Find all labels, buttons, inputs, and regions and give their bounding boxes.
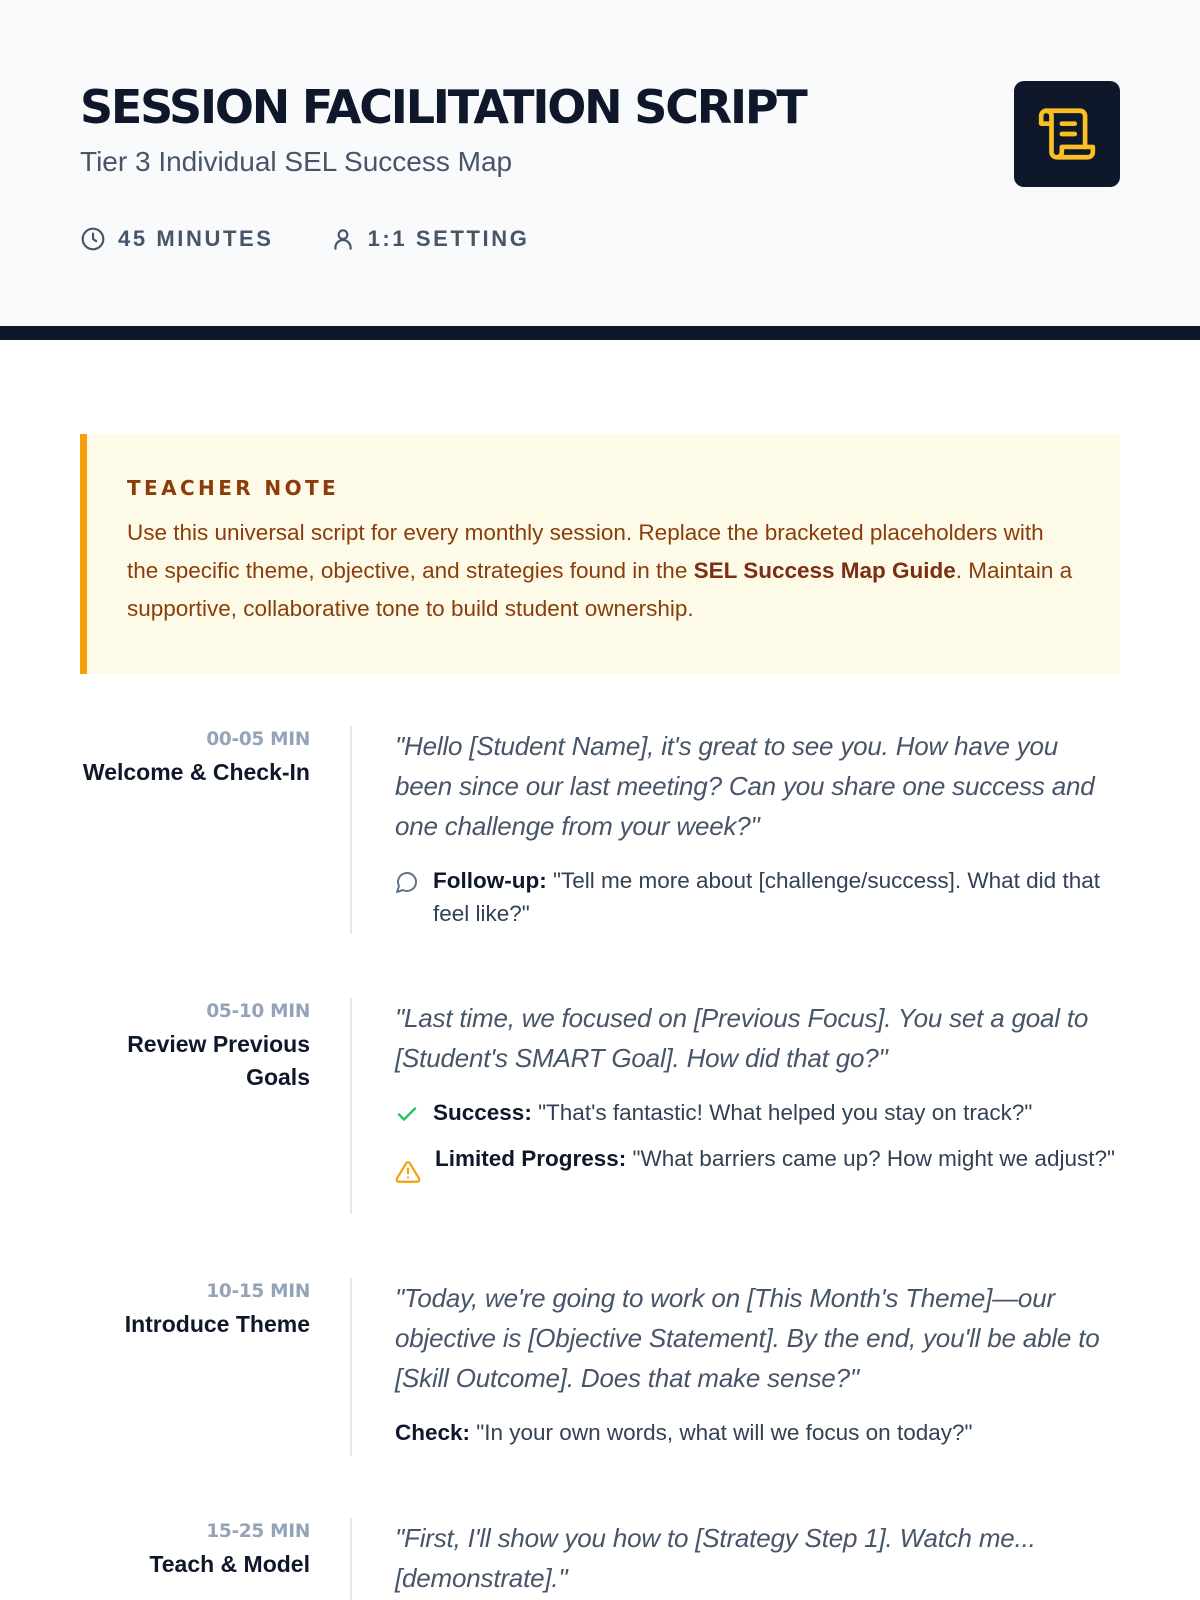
teacher-note-body (127, 514, 1080, 628)
section-label: Review Previous Goals (127, 1031, 310, 1090)
warning-icon (395, 1159, 421, 1185)
script-quote: "Hello [Student Name], it's great to see you. How have you been since our last meeting? Can you share one success and one challenge from your week?" (395, 731, 1095, 841)
check-prompt (395, 1416, 1120, 1449)
limited-progress-prompt (395, 1142, 1120, 1185)
followup-text: "Tell me more about [challenge/success]. What did that feel like?" (433, 868, 1100, 926)
teacher-note-title: TEACHER NOTE (127, 476, 340, 500)
check-icon (395, 1102, 419, 1126)
timeline-divider (350, 1518, 352, 1600)
session-meta (80, 226, 585, 252)
page-title: SESSION FACILITATION SCRIPT (80, 80, 806, 134)
teacher-note (80, 434, 1120, 674)
section-label: Welcome & Check-In (82, 759, 310, 785)
timeline-divider (350, 998, 352, 1214)
script-quote: "First, I'll show you how to [Strategy Step 1]. Watch me... [demonstrate]." (395, 1523, 1036, 1593)
section-time: 00-05 MIN (206, 729, 310, 750)
user-icon (330, 226, 356, 252)
header (0, 0, 1200, 340)
success-label: Success: (433, 1100, 532, 1125)
success-text: "That's fantastic! What helped you stay on track?" (531, 1100, 1033, 1125)
timeline-divider (350, 726, 352, 934)
section-label: Introduce Theme (124, 1311, 310, 1337)
success-prompt (395, 1096, 1120, 1129)
section-time: 10-15 MIN (206, 1281, 310, 1302)
duration-badge (80, 226, 274, 252)
scroll-icon (1014, 81, 1120, 187)
speech-bubble-icon (395, 870, 419, 894)
check-label: Check: (395, 1420, 471, 1445)
limited-progress-label: Limited Progress: (435, 1146, 627, 1171)
note-text: Use this universal script for every monthly session. Replace the bracketed placeholders with the specific theme, objective, and strategies found in the (127, 520, 1044, 583)
script-quote: "Today, we're going to work on [This Month's Theme]—our objective is [Objective Statement]. By the end, you'll be able to [Skill Outcome]. Does that make sense?" (395, 1283, 1100, 1393)
section-time: 15-25 MIN (206, 1521, 310, 1542)
check-text: "In your own words, what will we focus on today?" (470, 1420, 973, 1445)
clock-icon (80, 226, 106, 252)
script-quote: "Last time, we focused on [Previous Focus]. You set a goal to [Student's SMART Goal]. How did that go?" (395, 1003, 1089, 1073)
note-guide-name: SEL Success Map Guide (693, 558, 956, 583)
duration-text: 45 MINUTES (118, 226, 274, 251)
followup-prompt (395, 864, 1120, 930)
page-subtitle: Tier 3 Individual SEL Success Map (80, 146, 513, 177)
note-text-end: . Maintain a supportive, collaborative tone to build student ownership. (127, 558, 1073, 621)
followup-label: Follow-up: (433, 868, 547, 893)
timeline-divider (350, 1278, 352, 1456)
section-label: Teach & Model (149, 1551, 310, 1577)
section-time: 05-10 MIN (206, 1001, 310, 1022)
setting-badge (330, 226, 530, 252)
setting-text: 1:1 SETTING (367, 226, 530, 251)
limited-progress-text: "What barriers came up? How might we adjust?" (626, 1146, 1115, 1171)
